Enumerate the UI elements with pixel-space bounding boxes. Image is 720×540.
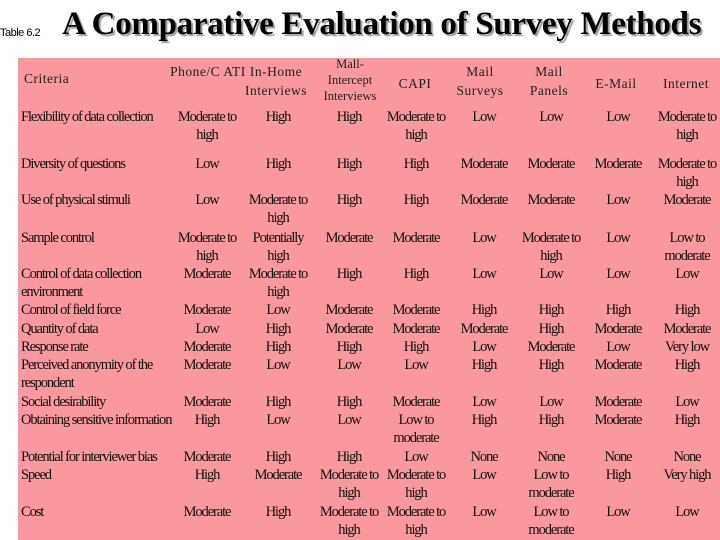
table-cell: High: [336, 394, 362, 410]
table-cell: Low: [266, 412, 290, 428]
column-header-criteria: Criteria: [24, 71, 70, 86]
table-cell: Low: [606, 109, 630, 125]
table-cell: Moderate: [527, 156, 575, 172]
table-cell: High: [336, 156, 362, 172]
criterion-label: Response rate: [21, 339, 88, 355]
table-cell: Moderate: [325, 302, 373, 318]
criterion-label: Cost: [21, 504, 44, 520]
table-cell: High: [403, 156, 429, 172]
table-cell: High: [336, 109, 362, 125]
table-cell: Low: [472, 266, 496, 282]
table-cell: Moderate: [594, 357, 642, 373]
table-cell: Moderate to high: [248, 266, 308, 301]
column-header-mall-intercept: Mall-Intercept Interviews: [323, 57, 377, 103]
table-cell: Moderate: [594, 321, 642, 337]
column-header-mail-panels: Mail Panels: [529, 64, 569, 98]
table-cell: High: [194, 412, 220, 428]
table-cell: Low: [472, 230, 496, 246]
table-cell: Low: [675, 394, 699, 410]
table-cell: Low: [472, 467, 496, 483]
table-cell: High: [471, 302, 497, 318]
table-cell: High: [336, 266, 362, 282]
table-cell: Moderate: [594, 156, 642, 172]
table-cell: Low: [472, 394, 496, 410]
table-cell: Moderate: [594, 394, 642, 410]
table-cell: Low: [675, 504, 699, 520]
table-cell: Low: [337, 412, 361, 428]
table-cell: Moderate to high: [177, 230, 237, 265]
table-cell: Low to moderate: [528, 467, 574, 502]
table-cell: Low: [472, 504, 496, 520]
table-cell: High: [265, 504, 291, 520]
table-label: Table 6.2: [0, 27, 41, 39]
table-cell: High: [538, 302, 564, 318]
table-cell: Moderate: [183, 339, 231, 355]
criterion-label: Perceived anonymity of the respondent: [21, 357, 153, 392]
table-cell: High: [265, 321, 291, 337]
table-cell: High: [674, 357, 700, 373]
column-header-mail-surveys: Mail Surveys: [456, 64, 504, 98]
table-cell: Low: [675, 266, 699, 282]
table-cell: Low: [404, 357, 428, 373]
table-cell: Moderate: [183, 266, 231, 282]
table-cell: High: [265, 156, 291, 172]
table-cell: High: [194, 467, 220, 483]
table-cell: Moderate to high: [248, 192, 308, 227]
table-cell: Low to moderate: [664, 230, 710, 265]
table-cell: High: [605, 467, 631, 483]
criterion-label: Control of data collection environment: [21, 266, 141, 301]
table-cell: Very high: [663, 467, 711, 483]
table-cell: High: [336, 339, 362, 355]
table-cell: Moderate: [183, 504, 231, 520]
table-cell: Moderate: [325, 230, 373, 246]
table-cell: Moderate to high: [319, 467, 379, 502]
table-cell: High: [265, 449, 291, 465]
table-cell: High: [403, 339, 429, 355]
table-cell: High: [471, 357, 497, 373]
criterion-label: Potential for interviewer bias: [21, 449, 157, 465]
table-cell: Moderate: [392, 394, 440, 410]
criterion-label: Control of field force: [21, 302, 121, 318]
table-cell: Moderate: [460, 156, 508, 172]
table-cell: Low: [337, 357, 361, 373]
table-cell: Low: [606, 230, 630, 246]
table-cell: Moderate: [325, 321, 373, 337]
criterion-label: Diversity of questions: [21, 156, 125, 172]
table-cell: High: [674, 302, 700, 318]
table-cell: High: [471, 412, 497, 428]
table-cell: High: [674, 412, 700, 428]
table-cell: Low: [539, 109, 563, 125]
table-cell: Moderate: [183, 302, 231, 318]
table-cell: High: [336, 449, 362, 465]
criterion-label: Flexibility of data collection: [21, 109, 153, 125]
criterion-label: Speed: [21, 467, 51, 483]
table-cell: Moderate to high: [521, 230, 581, 265]
table-cell: Moderate to high: [319, 504, 379, 539]
table-cell: High: [265, 394, 291, 410]
table-cell: Moderate to high: [177, 109, 237, 144]
table-cell: None: [673, 449, 701, 465]
column-header-email: E-Mail: [595, 76, 637, 91]
table-cell: Moderate: [183, 357, 231, 373]
table-cell: Potentially high: [252, 230, 304, 265]
table-cell: High: [265, 109, 291, 125]
table-cell: High: [403, 266, 429, 282]
table-cell: Moderate: [392, 321, 440, 337]
table-cell: High: [265, 339, 291, 355]
table-cell: Moderate: [663, 321, 711, 337]
table-cell: Low: [266, 357, 290, 373]
table-cell: Low: [539, 266, 563, 282]
table-cell: Low to moderate: [528, 504, 574, 539]
table-cell: Low: [606, 266, 630, 282]
table-cell: Moderate to high: [657, 109, 717, 144]
criterion-label: Social desirability: [21, 394, 106, 410]
table-cell: Moderate: [254, 467, 302, 483]
table-cell: Low: [606, 504, 630, 520]
slide-title: A Comparative Evaluation of Survey Methods: [62, 6, 702, 42]
table-cell: High: [538, 412, 564, 428]
column-header-phone-cati: Phone/C ATI: [170, 64, 246, 79]
table-cell: Moderate to high: [386, 504, 446, 539]
table-cell: High: [538, 357, 564, 373]
table-cell: High: [403, 192, 429, 208]
table-cell: Moderate: [663, 192, 711, 208]
criterion-label: Obtaining sensitive information: [21, 412, 172, 428]
table-cell: Moderate: [527, 339, 575, 355]
table-cell: Moderate: [460, 192, 508, 208]
table-cell: Moderate: [594, 412, 642, 428]
table-cell: Moderate to high: [386, 467, 446, 502]
table-cell: Very low: [665, 339, 709, 355]
table-cell: Moderate: [460, 321, 508, 337]
criterion-label: Quantity of data: [21, 321, 98, 337]
table-cell: Low: [195, 192, 219, 208]
table-cell: Moderate to high: [657, 156, 717, 191]
table-cell: Low: [266, 302, 290, 318]
table-cell: Moderate: [527, 192, 575, 208]
table-cell: Low: [606, 339, 630, 355]
column-header-capi: CAPI: [398, 76, 432, 91]
table-cell: High: [538, 321, 564, 337]
table-cell: High: [336, 192, 362, 208]
table-cell: Low: [195, 321, 219, 337]
table-cell: High: [605, 302, 631, 318]
table-cell: Low to moderate: [393, 412, 439, 447]
table-cell: None: [604, 449, 632, 465]
table-cell: Moderate to high: [386, 109, 446, 144]
table-cell: Moderate: [392, 230, 440, 246]
table-cell: Moderate: [392, 302, 440, 318]
table-cell: Low: [195, 156, 219, 172]
table-cell: Low: [606, 192, 630, 208]
table-cell: None: [470, 449, 498, 465]
table-cell: Low: [472, 339, 496, 355]
table-cell: None: [537, 449, 565, 465]
table-cell: Moderate: [183, 449, 231, 465]
criterion-label: Use of physical stimuli: [21, 192, 130, 208]
column-header-in-home: In-Home Interviews: [245, 64, 307, 98]
criterion-label: Sample control: [21, 230, 94, 246]
table-cell: Low: [539, 394, 563, 410]
table-cell: Low: [472, 109, 496, 125]
table-cell: Low: [404, 449, 428, 465]
table-cell: Moderate: [183, 394, 231, 410]
column-header-internet: Internet: [663, 76, 709, 91]
